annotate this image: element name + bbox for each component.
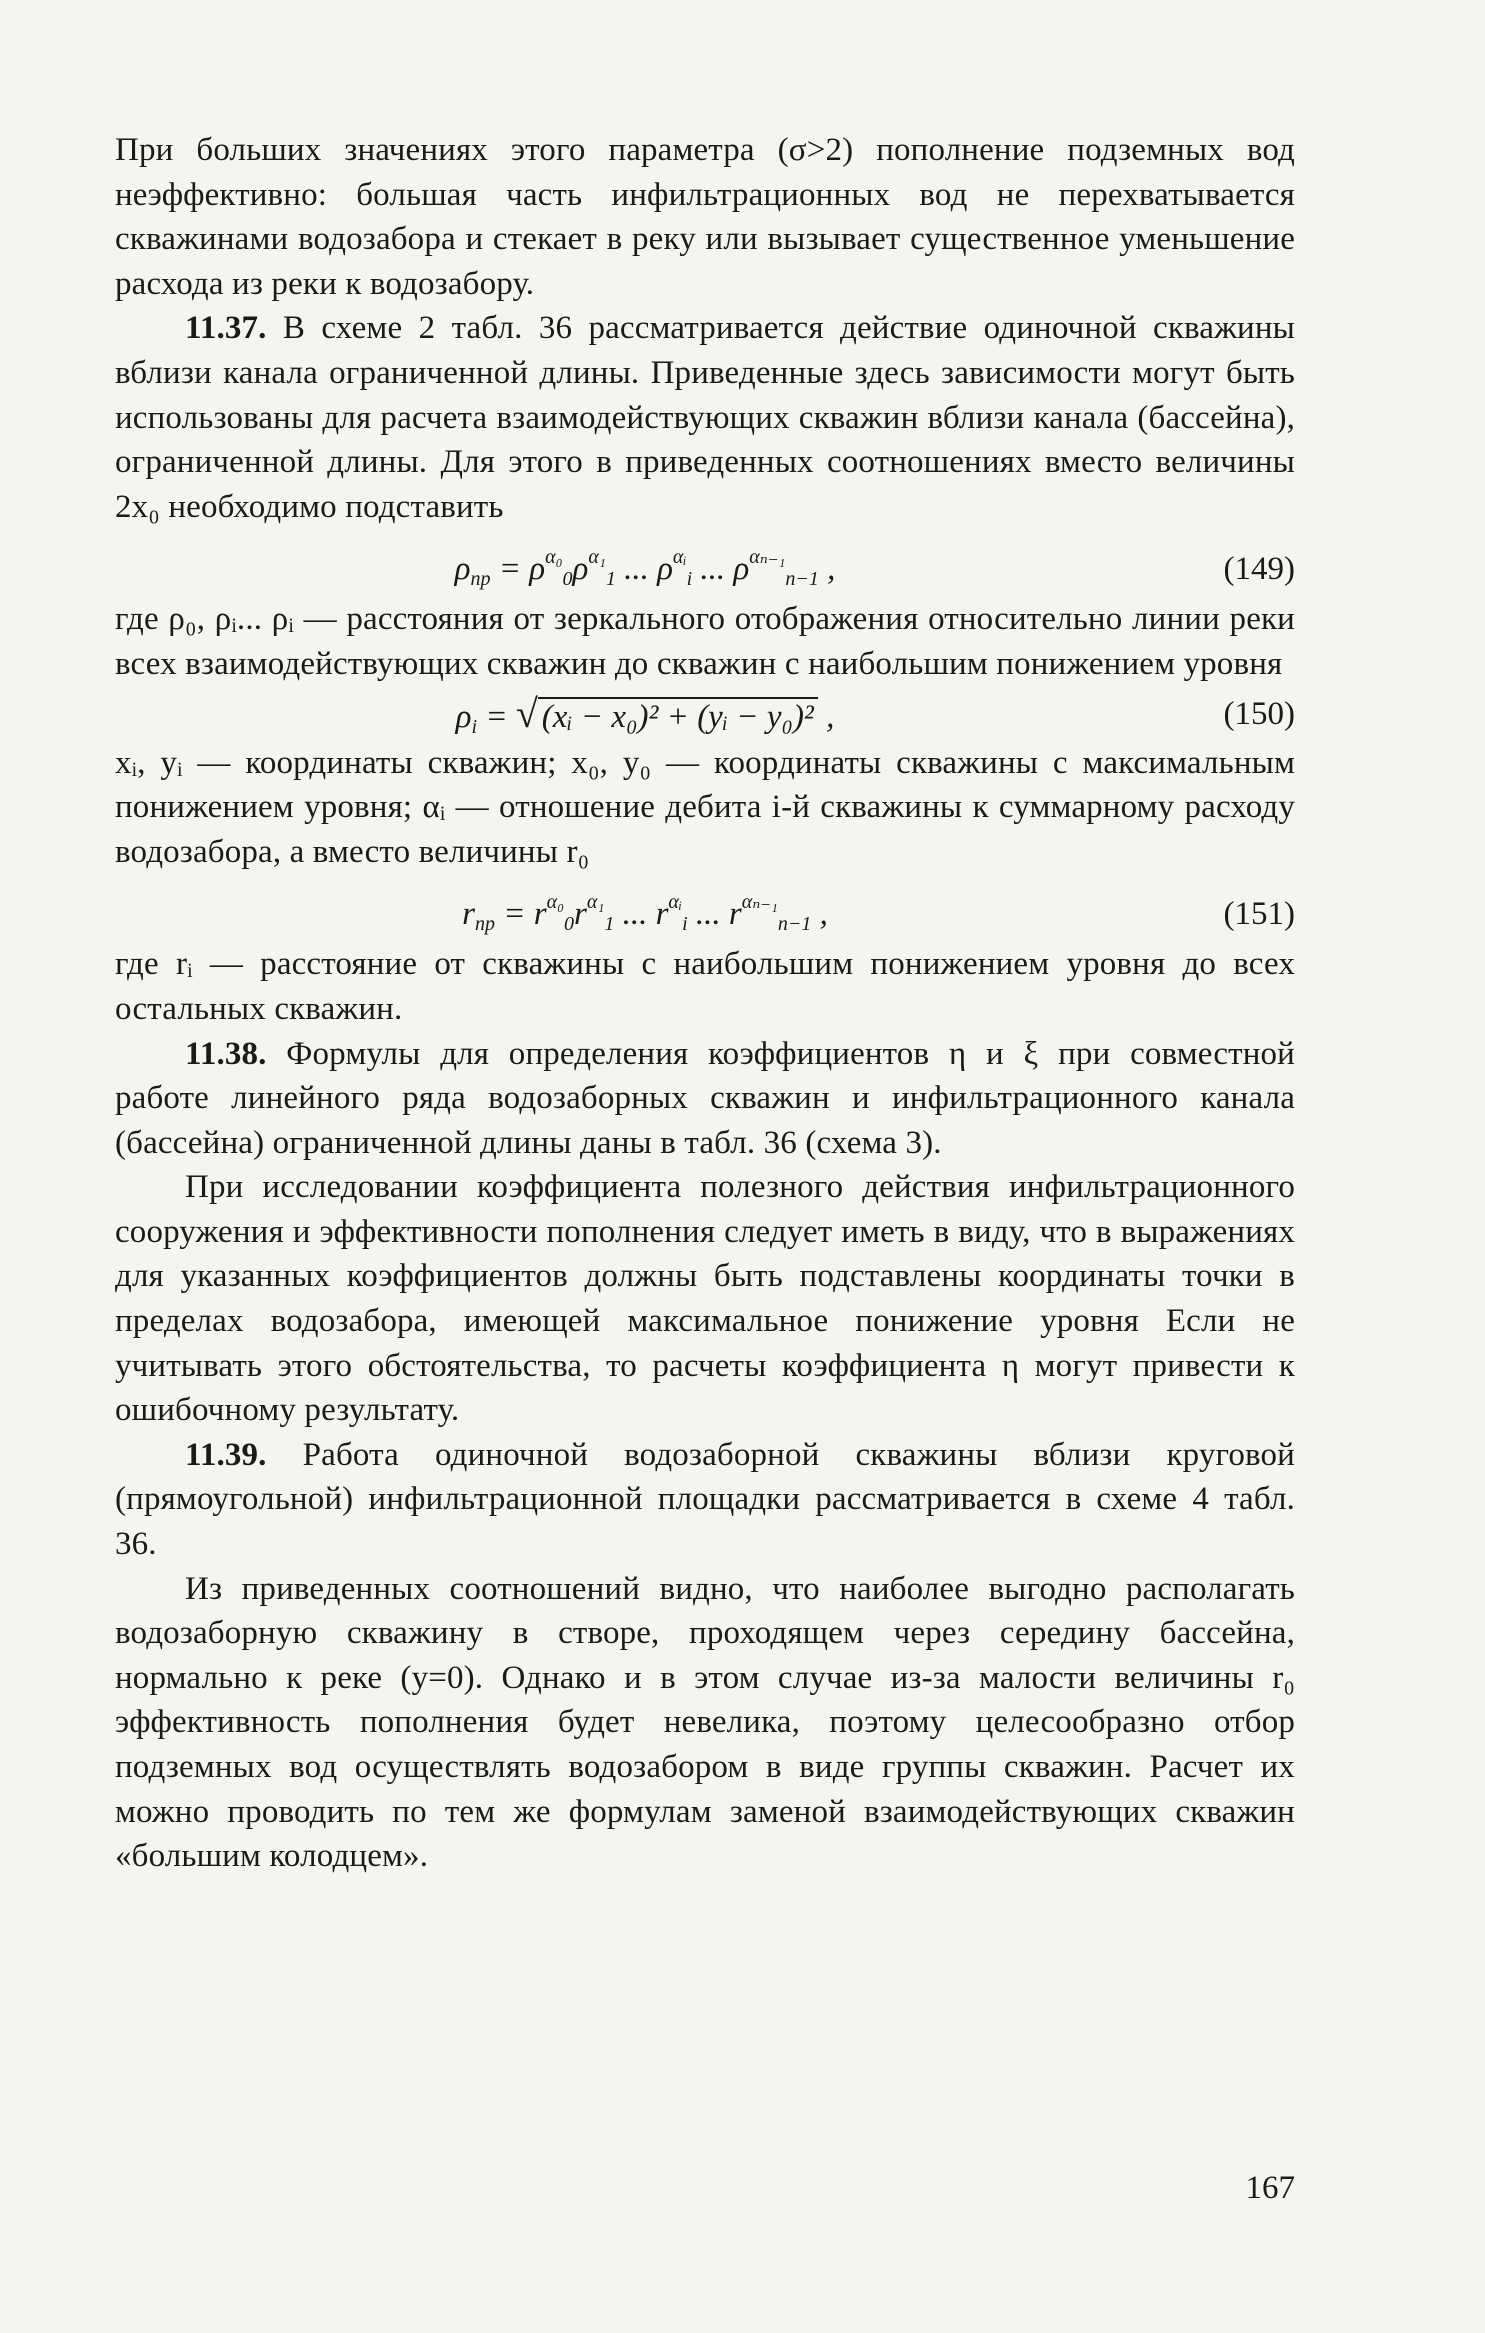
equation-number: (149) bbox=[1223, 551, 1295, 588]
paragraph-sigma-parameter: При больших значениях этого параметра (σ>2) пополнение подземных вод неэффективно: большая часть инфильтрационных вод не перехватывается скважинами водозабора и стекает в реку или вызывает существенное уменьшение расхода из реки к водозабору. bbox=[115, 132, 1295, 302]
paragraph-coordinates-definition: xᵢ, yᵢ — координаты скважин; x₀, y₀ — координаты скважины с максимальным понижением уровня; αᵢ — отношение дебита i-й скважины к суммарному расходу водозабора, а вместо величины r₀ bbox=[115, 744, 1295, 870]
formula-dots: ... bbox=[615, 551, 658, 588]
formula-symbol: r bbox=[462, 896, 475, 933]
equation-number: (150) bbox=[1223, 695, 1295, 732]
formula-subscript: i bbox=[471, 715, 478, 738]
section-number: 11.39. bbox=[185, 1436, 267, 1473]
formula-equals: = bbox=[490, 551, 530, 588]
formula-subscript: n−1 bbox=[785, 568, 819, 591]
radicand: (xᵢ − x₀)² + (yᵢ − y₀)² bbox=[538, 697, 818, 735]
radical-sign: √ bbox=[515, 690, 538, 736]
equation-number: (151) bbox=[1223, 896, 1295, 933]
formula-subscript: пр bbox=[470, 568, 491, 591]
paragraph-text: Формулы для определения коэффициентов η и ξ при совместной работе линейного ряда водозаборных скважин и инфильтрационного канала (бассейна) ограниченной длины даны в табл. 36 (схема 3). bbox=[115, 1035, 1295, 1161]
formula-term: r bbox=[655, 896, 669, 933]
formula-subscript: 1 bbox=[605, 568, 616, 591]
paragraph-efficiency-note: При исследовании коэффициента полезного действия инфильтрационного сооружения и эффективности пополнения следует иметь в виду, что в выражениях для указанных коэффициентов должны быть подставлены координаты точки в пределах водозабора, имеющей максимальное понижение уровня Если не учитывать этого обстоятельства, то расчеты коэффициента η могут привести к ошибочному результату. bbox=[115, 1169, 1295, 1429]
formula-dots: ... bbox=[692, 551, 734, 588]
paragraph-conclusion: Из приведенных соотношений видно, что наиболее выгодно располагать водозаборную скважину в створе, проходящем через середину бассейна, нормально к реке (y=0). Однако и в этом случае из-за малости величины r₀ эффективность пополнения будет невелика, поэтому целесообразно отбор подземных вод осуществлять водозабором в виде группы скважин. Расчет их можно проводить по тем же формулам заменой взаимодействующих скважин «большим колодцем». bbox=[115, 1570, 1295, 1875]
formula-term: ρ bbox=[572, 551, 589, 588]
paragraph-11-37 bbox=[115, 306, 1295, 529]
formula-exponent: αₙ₋₁ bbox=[741, 891, 778, 914]
formula-dots: ... bbox=[687, 896, 729, 933]
formula-exponent: αᵢ bbox=[672, 546, 687, 569]
section-number: 11.37. bbox=[185, 310, 267, 347]
formula-exponent: α₁ bbox=[588, 546, 606, 569]
formula-150 bbox=[115, 687, 1295, 741]
paragraph-ri-definition: где rᵢ — расстояние от скважины с наибольшим понижением уровня до всех остальных скважин. bbox=[115, 946, 1295, 1027]
page-number: 167 bbox=[1245, 2170, 1295, 2206]
paragraph-text: В схеме 2 табл. 36 рассматривается действие одиночной скважины вблизи канала ограниченной длины. Приведенные здесь зависимости могут быть использованы для расчета взаимодействующих скважин вблизи канала (бассейна), ограниченной длины. Для этого в приведенных соотношениях вместо величины 2x₀ необходимо подставить bbox=[115, 310, 1295, 525]
formula-subscript: 0 bbox=[564, 913, 575, 936]
formula-subscript: 1 bbox=[604, 913, 615, 936]
formula-expression bbox=[115, 874, 1175, 954]
formula-subscript: пр bbox=[474, 913, 495, 936]
formula-expression bbox=[115, 687, 1175, 744]
formula-exponent: αᵢ bbox=[668, 891, 683, 914]
formula-subscript: 0 bbox=[562, 568, 573, 591]
paragraph-11-38 bbox=[115, 1032, 1295, 1166]
formula-symbol: ρ bbox=[455, 698, 472, 735]
formula-equals: = bbox=[477, 698, 516, 735]
formula-exponent: α₀ bbox=[546, 891, 565, 914]
formula-term: ρ bbox=[657, 551, 673, 588]
text-column bbox=[115, 128, 1295, 1879]
formula-149 bbox=[115, 529, 1295, 597]
paragraph-rho-definition: где ρ₀, ρᵢ... ρᵢ — расстояния от зеркального отображения относительно линии реки всех взаимодействующих скважин до скважин с наибольшим понижением уровня bbox=[115, 601, 1295, 682]
formula-exponent: αₙ₋₁ bbox=[749, 546, 786, 569]
section-number: 11.38. bbox=[185, 1035, 267, 1072]
formula-dots: ... bbox=[614, 896, 656, 933]
formula-term: r bbox=[728, 896, 742, 933]
formula-punctuation: , bbox=[817, 698, 835, 735]
formula-term: r bbox=[574, 896, 587, 933]
formula-symbol: ρ bbox=[454, 551, 471, 588]
formula-equals: = bbox=[494, 896, 534, 933]
formula-term: ρ bbox=[529, 551, 546, 588]
paragraph-11-39 bbox=[115, 1433, 1295, 1567]
formula-term: ρ bbox=[733, 551, 750, 588]
formula-subscript: i bbox=[682, 913, 688, 936]
formula-expression bbox=[115, 529, 1175, 609]
formula-punctuation: , bbox=[818, 551, 836, 588]
formula-term: r bbox=[533, 896, 547, 933]
formula-subscript: n−1 bbox=[777, 913, 812, 936]
formula-exponent: α₀ bbox=[545, 546, 563, 569]
paragraph-text: Работа одиночной водозаборной скважины вблизи круговой (прямоугольной) инфильтрационной площадки рассматривается в схеме 4 табл. 36. bbox=[115, 1436, 1295, 1563]
formula-subscript: i bbox=[686, 568, 693, 591]
formula-151 bbox=[115, 874, 1295, 942]
formula-punctuation: , bbox=[811, 896, 828, 933]
formula-exponent: α₁ bbox=[586, 891, 605, 914]
